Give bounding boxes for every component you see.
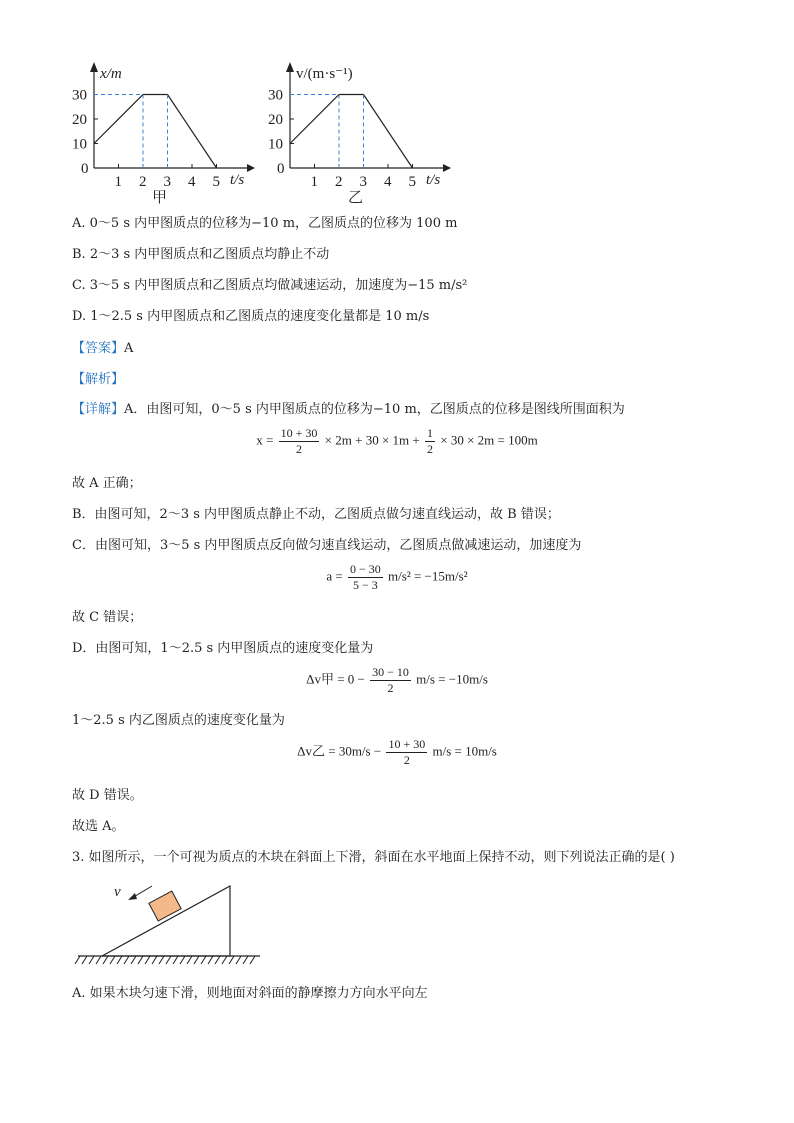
question3-text: 3. 如图所示，一个可视为质点的木块在斜面上下滑，斜面在水平地面上保持不动，则下列说法正确的是( ) (72, 850, 675, 865)
chart-jia-xlabel: t/s (230, 172, 245, 188)
chart-yi-ylabel: v/(m·s⁻¹) (296, 66, 353, 82)
hatch-mark (180, 956, 185, 964)
option-a: A. 0～5 s 内甲图质点的位移为−10 m，乙图质点的位移为 100 m (72, 216, 458, 231)
hatch-mark (75, 956, 80, 964)
velocity-label: v (114, 884, 121, 900)
a-conclusion: 故 A 正确； (72, 476, 142, 491)
hatch-mark (243, 956, 248, 964)
formula1-mid: × 2m + 30 × 1m + (324, 432, 420, 448)
answer-line (72, 340, 133, 358)
formula-acceleration (0, 562, 794, 593)
formula1-frac1-num: 10 + 30 (280, 426, 318, 440)
x-tick-label: 3 (359, 174, 367, 190)
hatch-mark (124, 956, 129, 964)
formula-dv-jia (0, 665, 794, 696)
x-tick-label: 4 (188, 174, 196, 190)
question3-option-a: A. 如果木块匀速下滑，则地面对斜面的静摩擦力方向水平向左 (72, 986, 428, 1001)
formula1-frac2-den: 2 (426, 442, 433, 456)
ground-hatch (75, 956, 255, 964)
formula1-frac1-den: 2 (296, 442, 303, 456)
hatch-mark (201, 956, 206, 964)
c-text: C．由图可知，3～5 s 内甲图质点反向做匀速直线运动，乙图质点做减速运动，加速度为 (72, 538, 582, 553)
formula4-den: 2 (403, 753, 410, 767)
formula1-frac1 (279, 426, 320, 457)
hatch-mark (236, 956, 241, 964)
formula4-rhs: m/s = 10m/s (432, 743, 497, 759)
x-tick-label: 1 (114, 174, 122, 190)
final-answer: 故选 A。 (72, 819, 125, 834)
y-tick-label: 30 (268, 87, 283, 104)
hatch-mark (166, 956, 171, 964)
b-text: B．由图可知，2～3 s 内甲图质点静止不动，乙图质点做匀速直线运动，故 B 错误； (72, 507, 560, 522)
hatch-mark (152, 956, 157, 964)
formula4-frac (386, 737, 427, 768)
hatch-mark (110, 956, 115, 964)
chart-jia-title: 甲 (152, 190, 168, 206)
formula3-num: 30 − 10 (372, 665, 409, 679)
y-tick-label: 10 (72, 136, 87, 153)
series-line (94, 95, 217, 169)
hatch-mark (138, 956, 143, 964)
answer-label: 【答案】 (72, 341, 125, 356)
formula2-rhs: m/s² = −15m/s² (388, 568, 468, 584)
wood-block (149, 891, 181, 921)
x-axis-arrow (247, 164, 255, 172)
chart-yi-title: 乙 (348, 190, 364, 206)
formula1-lhs: x = (256, 432, 274, 448)
hatch-mark (145, 956, 150, 964)
option-c: C. 3～5 s 内甲图质点和乙图质点均做减速运动，加速度为−15 m/s² (72, 278, 468, 293)
formula3-rhs: m/s = −10m/s (416, 671, 488, 687)
x-tick-label: 5 (212, 174, 220, 190)
d-conclusion: 故 D 错误。 (72, 788, 143, 803)
hatch-mark (131, 956, 136, 964)
y-axis-arrow (286, 62, 294, 72)
hatch-mark (215, 956, 220, 964)
chart-jia-ylabel: x/m (100, 66, 122, 82)
formula3-lhs: Δv甲 = 0 − (306, 671, 365, 687)
hatch-mark (229, 956, 234, 964)
y-tick-label: 20 (72, 112, 87, 128)
formula2-den: 5 − 3 (353, 578, 378, 592)
chart-yi-xlabel: t/s (426, 172, 441, 188)
formula-displacement (0, 426, 794, 457)
incline-diagram (72, 876, 272, 971)
hatch-mark (222, 956, 227, 964)
detail-intro (72, 401, 625, 419)
hatch-mark (187, 956, 192, 964)
x-tick-label: 5 (408, 174, 416, 190)
x-tick-label: 1 (310, 174, 318, 190)
hatch-mark (103, 956, 108, 964)
detail-intro-text: A．由图可知，0～5 s 内甲图质点的位移为−10 m，乙图质点的位移是图线所围面积为 (124, 402, 625, 417)
origin-label: 0 (277, 161, 285, 177)
formula2-num: 0 − 30 (350, 562, 381, 576)
hatch-mark (159, 956, 164, 964)
hatch-mark (89, 956, 94, 964)
series-line (290, 95, 413, 169)
analysis-label: 【解析】 (72, 372, 125, 387)
formula4-num: 10 + 30 (388, 737, 426, 751)
x-tick-label: 4 (384, 174, 392, 190)
hatch-mark (117, 956, 122, 964)
y-tick-label: 10 (268, 136, 283, 153)
origin-label: 0 (81, 161, 89, 177)
formula1-frac2 (425, 426, 435, 457)
d-text2: 1～2.5 s 内乙图质点的速度变化量为 (72, 713, 285, 728)
hatch-mark (208, 956, 213, 964)
x-tick-label: 2 (335, 174, 343, 190)
formula3-frac (370, 665, 411, 696)
c-conclusion: 故 C 错误； (72, 610, 143, 625)
hatch-mark (250, 956, 255, 964)
formula1-frac2-num: 1 (426, 426, 433, 440)
y-tick-label: 20 (268, 112, 283, 128)
option-d: D. 1～2.5 s 内甲图质点和乙图质点的速度变化量都是 10 m/s (72, 309, 430, 324)
x-tick-label: 3 (163, 174, 171, 190)
chart-jia (72, 58, 262, 208)
y-axis-arrow (90, 62, 98, 72)
formula2-frac (348, 562, 383, 593)
answer-value: A (124, 341, 134, 356)
option-b: B. 2～3 s 内甲图质点和乙图质点均静止不动 (72, 247, 330, 262)
d-text: D．由图可知，1～2.5 s 内甲图质点的速度变化量为 (72, 641, 374, 656)
x-axis-arrow (443, 164, 451, 172)
detail-label: 【详解】 (72, 402, 125, 417)
x-tick-label: 2 (139, 174, 147, 190)
hatch-mark (96, 956, 101, 964)
formula-dv-yi (0, 737, 794, 768)
velocity-arrowhead (128, 893, 137, 900)
formula2-lhs: a = (326, 568, 343, 584)
hatch-mark (173, 956, 178, 964)
hatch-mark (82, 956, 87, 964)
y-tick-label: 30 (72, 87, 87, 104)
hatch-mark (194, 956, 199, 964)
formula3-den: 2 (387, 681, 394, 695)
chart-yi (268, 58, 458, 208)
formula4-lhs: Δv乙 = 30m/s − (297, 743, 382, 759)
formula1-rhs: × 30 × 2m = 100m (440, 432, 538, 448)
